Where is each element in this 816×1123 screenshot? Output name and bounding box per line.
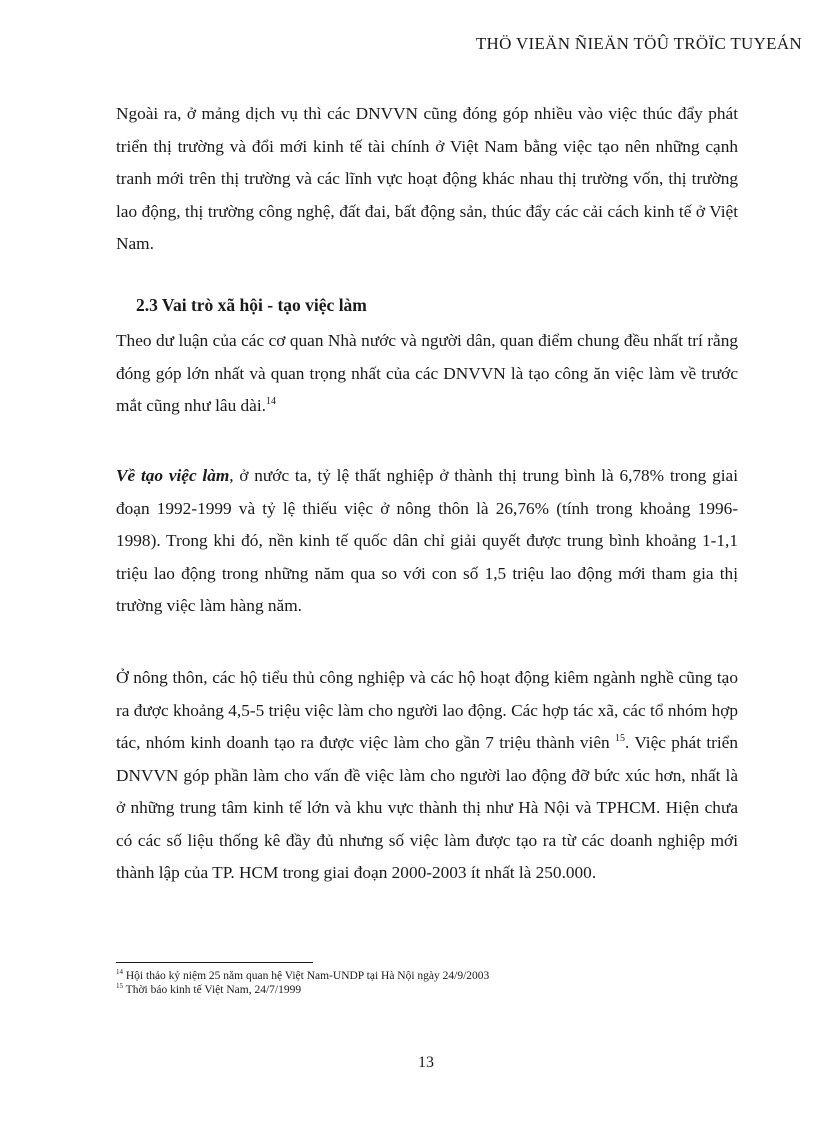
- paragraph-job-creation: [116, 460, 738, 623]
- footnote-14-text: Hội thảo kỷ niệm 25 năm quan hệ Việt Nam-UNDP tại Hà Nội ngày 24/9/2003: [125, 970, 490, 982]
- footnote-14-marker: 14: [116, 968, 123, 977]
- footnote-ref-15[interactable]: 15: [615, 733, 626, 745]
- section-heading: 2.3 Vai trò xã hội - tạo việc làm: [136, 295, 367, 315]
- running-header: THÖ VIEÄN ÑIEÄN TÖÛ TRÖÏC TUYEÁN: [475, 34, 802, 53]
- rural-text-part1: Ở nông thôn, các hộ tiểu thủ công nghiệp và các hộ hoạt động kiêm ngành nghề cũng tạo ra được khoảng 4,5-5 triệu việc làm cho người lao động. Các hợp tác xã, các tổ nhóm hợp tác, nhóm kinh doanh tạo ra được việc làm cho gần 7 triệu thành viên: [116, 668, 738, 752]
- footnote-14: [116, 970, 489, 983]
- footnote-separator: [116, 962, 313, 963]
- rural-text-part2: . Việc phát triển DNVVN góp phần làm cho vấn đề việc làm cho người lao động đỡ bức xúc hơn, nhất là ở những trung tâm kinh tế lớn và khu vực thành thị như Hà Nội và TPHCM. Hiện chưa có các số liệu thống kê đầy đủ nhưng số việc làm được tạo ra từ các doanh nghiệp mới thành lập của TP. HCM trong giai đoạn 2000-2003 ít nhất là 250.000.: [116, 733, 738, 882]
- footnote-15: [116, 984, 301, 997]
- job-creation-lead: Về tạo việc làm: [116, 466, 230, 485]
- job-creation-text: , ở nước ta, tỷ lệ thất nghiệp ở thành thị trung bình là 6,78% trong giai đoạn 1992-1999 và tỷ lệ thiếu việc ở nông thôn là 26,76% (tính trong khoảng 1996-1998). Trong khi đó, nền kinh tế quốc dân chỉ giải quyết được trung bình khoảng 1-1,1 triệu lao động trong những năm qua so với con số 1,5 triệu lao động mới tham gia thị trường việc làm hàng năm.: [116, 466, 739, 615]
- paragraph-opinion-text: Theo dư luận của các cơ quan Nhà nước và người dân, quan điểm chung đều nhất trí rằng đóng góp lớn nhất và quan trọng nhất của các DNVVN là tạo công ăn việc làm về trước mắt cũng như lâu dài.: [116, 331, 738, 415]
- footnote-ref-14[interactable]: 14: [265, 396, 276, 408]
- page-number: 13: [418, 1054, 434, 1071]
- paragraph-services-text: Ngoài ra, ở mảng dịch vụ thì các DNVVN cũng đóng góp nhiều vào việc thúc đẩy phát triển thị trường và đổi mới kinh tế tài chính ở Việt Nam bằng việc tạo nên những cạnh tranh mới trên thị trường và các lĩnh vực hoạt động khác nhau thị trường vốn, thị trường lao động, thị trường công nghệ, đất đai, bất động sản, thúc đẩy các cải cách kinh tế ở Việt Nam.: [116, 104, 738, 253]
- paragraph-opinion: [116, 325, 738, 423]
- paragraph-rural: [116, 662, 738, 890]
- paragraph-services: [116, 98, 738, 261]
- footnote-15-marker: 15: [116, 982, 123, 991]
- footnote-15-text: Thời báo kinh tế Việt Nam, 24/7/1999: [125, 984, 302, 996]
